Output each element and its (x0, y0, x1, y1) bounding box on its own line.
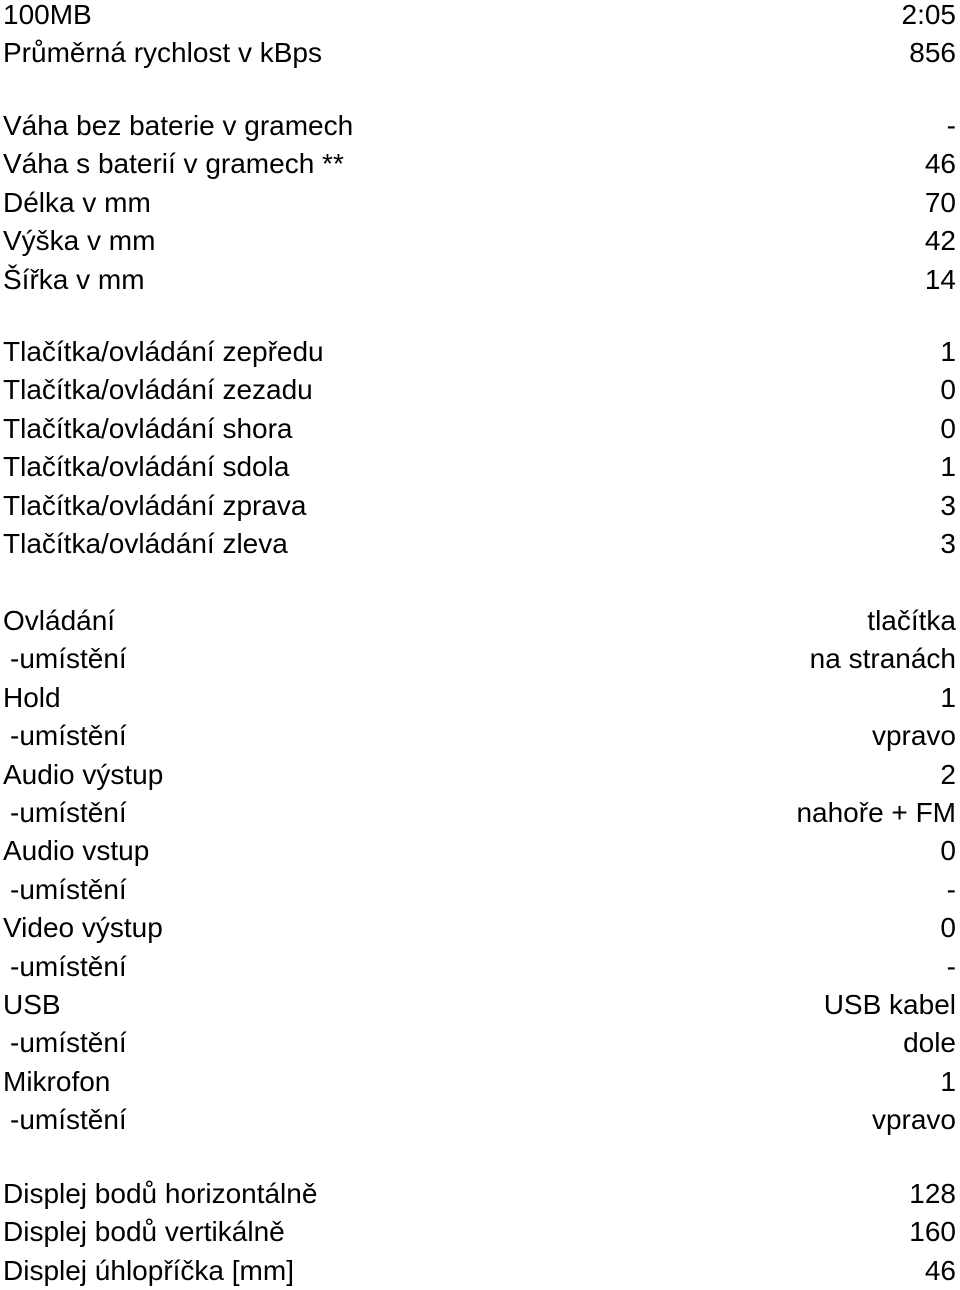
spec-label: -umístění (10, 643, 127, 675)
spec-value: 14 (924, 263, 956, 295)
spec-label: Šířka v mm (3, 263, 145, 295)
spec-label: 100MB (3, 0, 92, 30)
spec-row (0, 1252, 960, 1290)
spec-value: 70 (924, 186, 956, 218)
spec-row-location (0, 1101, 960, 1139)
spec-value: dole (903, 1027, 956, 1059)
spec-label: Displej úhlopříčka [mm] (3, 1254, 294, 1286)
spec-value: 0 (940, 912, 956, 944)
spec-label: Váha bez baterie v gramech (3, 110, 354, 141)
spec-label: Tlačítka/ovládání sdola (3, 451, 290, 483)
spec-label: Audio výstup (3, 758, 164, 790)
spec-group-dimensions (0, 107, 960, 299)
spec-value: tlačítka (867, 605, 956, 636)
spec-value: 42 (924, 225, 956, 257)
spec-value: 1 (940, 451, 956, 483)
spec-row (0, 371, 960, 409)
spec-row (0, 909, 960, 947)
spec-value: 46 (924, 1254, 956, 1286)
spec-label: -umístění (10, 796, 127, 828)
spec-label: Displej bodů vertikálně (3, 1216, 285, 1248)
spec-row (0, 487, 960, 525)
spec-label: Tlačítka/ovládání zleva (3, 527, 288, 559)
spec-label: Video výstup (3, 912, 163, 944)
spec-group-buttons (0, 333, 960, 563)
spec-row (0, 333, 960, 371)
spec-row-location (0, 640, 960, 678)
spec-label: Tlačítka/ovládání zezadu (3, 374, 313, 406)
spec-row (0, 184, 960, 222)
spec-label: Audio vstup (3, 835, 150, 867)
spec-group-controls (0, 602, 960, 1139)
spec-label: Ovládání (3, 605, 116, 636)
spec-row-location (0, 717, 960, 755)
spec-row (0, 448, 960, 486)
spec-value: 2 (940, 758, 956, 790)
spec-label: -umístění (10, 873, 127, 905)
spec-value: 1 (940, 336, 956, 367)
spec-row-location (0, 794, 960, 832)
spec-row (0, 986, 960, 1024)
spec-value: 0 (940, 374, 956, 406)
spec-label: Tlačítka/ovládání zprava (3, 489, 307, 521)
spec-row-location (0, 948, 960, 986)
spec-value: 0 (940, 412, 956, 444)
spec-value: - (946, 873, 956, 905)
spec-label: Tlačítka/ovládání zepředu (3, 336, 324, 367)
spec-row (0, 410, 960, 448)
spec-label: Displej bodů horizontálně (3, 1178, 318, 1209)
spec-value: 128 (909, 1178, 956, 1209)
spec-row (0, 756, 960, 794)
spec-group-display (0, 1175, 960, 1290)
spec-row (0, 1213, 960, 1251)
spec-value: vpravo (871, 1104, 956, 1136)
spec-value: nahoře + FM (796, 796, 956, 828)
spec-value: 160 (909, 1216, 956, 1248)
spec-row (0, 832, 960, 870)
spec-label: Délka v mm (3, 186, 151, 218)
spec-value: 2:05 (901, 0, 956, 30)
spec-label: Výška v mm (3, 225, 156, 257)
spec-label: Hold (3, 681, 61, 713)
spec-row (0, 679, 960, 717)
spec-row (0, 525, 960, 563)
spec-row (0, 222, 960, 260)
spec-value: 1 (940, 681, 956, 713)
spec-value: 3 (940, 489, 956, 521)
spec-row (0, 261, 960, 299)
spec-row-location (0, 1024, 960, 1062)
spec-row (0, 34, 960, 72)
spec-value: 3 (940, 527, 956, 559)
spec-value: - (946, 110, 956, 141)
spec-value: USB kabel (823, 988, 956, 1020)
spec-row (0, 1063, 960, 1101)
spec-row (0, 602, 960, 640)
spec-value: 1 (940, 1065, 956, 1097)
spec-group-transfer (0, 0, 960, 73)
spec-value: 0 (940, 835, 956, 867)
spec-label: -umístění (10, 1027, 127, 1059)
spec-label: Váha s baterií v gramech ** (3, 148, 344, 180)
spec-row (0, 145, 960, 183)
spec-row (0, 107, 960, 145)
spec-row (0, 1175, 960, 1213)
spec-label: Mikrofon (3, 1065, 111, 1097)
spec-row (0, 0, 960, 34)
spec-label: -umístění (10, 1104, 127, 1136)
spec-label: -umístění (10, 720, 127, 752)
spec-label: USB (3, 988, 61, 1020)
spec-value: vpravo (871, 720, 956, 752)
spec-label: Průměrná rychlost v kBps (3, 37, 322, 69)
spec-label: Tlačítka/ovládání shora (3, 412, 293, 444)
spec-value: na stranách (809, 643, 956, 675)
spec-value: - (946, 950, 956, 982)
spec-row-location (0, 871, 960, 909)
spec-label: -umístění (10, 950, 127, 982)
spec-value: 856 (909, 37, 956, 69)
spec-value: 46 (924, 148, 956, 180)
